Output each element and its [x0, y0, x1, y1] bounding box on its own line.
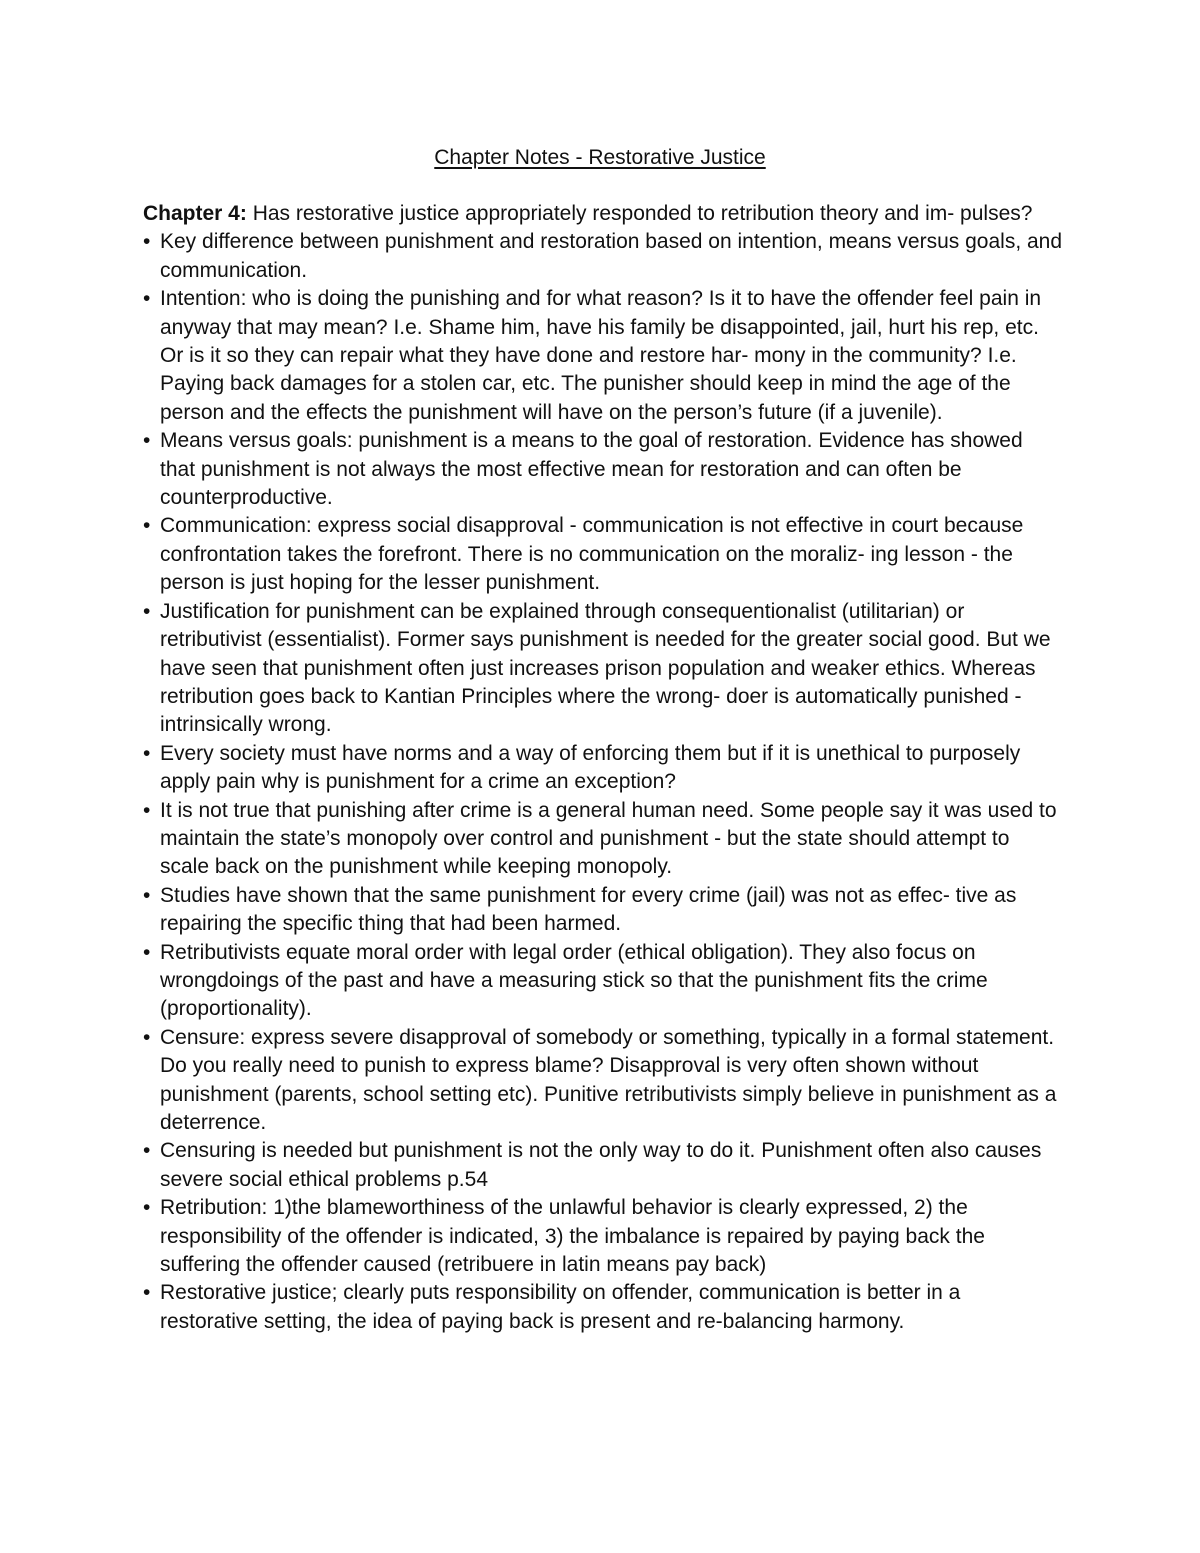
- list-item-text: Communication: express social disapproval - communication is not effective in court because confrontation takes the forefront. There is no communication on the moraliz- ing lesson - the person is just hoping for the lesser punishment.: [160, 514, 1024, 595]
- chapter-question: Has restorative justice appropriately responded to retribution theory and im- pulses?: [252, 202, 1033, 225]
- bullet-icon: •: [143, 514, 151, 538]
- list-item-text: Intention: who is doing the punishing and for what reason? Is it to have the offender feel pain in anyway that may mean? I.e. Shame him, have his family be disappointed, jail, hurt his rep, etc. Or is it so they can repair what they have done and restore har- mony in the community? I.e. Paying back damages for a stolen car, etc. The punisher should keep in mind the age of the person and the effects the punishment will have on the person’s future (if a juvenile).: [160, 287, 1042, 424]
- list-item-text: Means versus goals: punishment is a means to the goal of restoration. Evidence has showed that punishment is not always the most effective mean for restoration and can often be counterproductive.: [160, 429, 1023, 510]
- list-item: [143, 1194, 1063, 1279]
- chapter-heading: [143, 200, 1063, 228]
- bullet-icon: •: [143, 429, 151, 453]
- list-item-text: It is not true that punishing after crime is a general human need. Some people say it was used to maintain the state’s monopoly over control and punishment - but the state should attempt to scale back on the punishment while keeping monopoly.: [160, 798, 1057, 879]
- list-item-text: Censure: express severe disapproval of somebody or something, typically in a formal statement. Do you really need to punish to express blame? Disapproval is very often shown without punishment (parents, school setting etc). Punitive retributivists simply believe in punishment as a deterrence.: [160, 1025, 1057, 1134]
- list-item: [143, 882, 1063, 939]
- document-body: [143, 200, 1063, 1336]
- list-item-text: Retribution: 1)the blameworthiness of the unlawful behavior is clearly expressed, 2) the responsibility of the offender is indicated, 3) the imbalance is repaired by paying back the suffering the offender caused (retribuere in latin means pay back): [160, 1196, 985, 1277]
- bullet-icon: •: [143, 1139, 151, 1163]
- bullet-icon: •: [143, 287, 151, 311]
- list-item: [143, 939, 1063, 1024]
- list-item-text: Retributivists equate moral order with legal order (ethical obligation). They also focus on wrongdoings of the past and have a measuring stick so that the punishment fits the crime (proportionality).: [160, 940, 988, 1021]
- bullet-icon: •: [143, 741, 151, 765]
- bullet-icon: •: [143, 1196, 151, 1220]
- bullet-icon: •: [143, 599, 151, 623]
- bullet-icon: •: [143, 798, 151, 822]
- list-item-text: Every society must have norms and a way of enforcing them but if it is unethical to purposely apply pain why is punishment for a crime an exception?: [160, 741, 1021, 794]
- list-item-text: Justification for punishment can be explained through consequentionalist (utilitarian) or retributivist (essentialist). Former says punishment is needed for the greater social good. But we have seen that punishment often just increases prison population and weaker ethics. Whereas retribution goes back to Kantian Principles where the wrong- doer is automatically punished - intrinsically wrong.: [160, 599, 1051, 737]
- notes-list: [143, 228, 1063, 1336]
- bullet-icon: •: [143, 230, 151, 254]
- list-item: [143, 512, 1063, 597]
- bullet-icon: •: [143, 1025, 151, 1049]
- list-item: [143, 797, 1063, 882]
- list-item: [143, 1024, 1063, 1138]
- list-item: [143, 740, 1063, 797]
- list-item-text: Censuring is needed but punishment is not the only way to do it. Punishment often also causes severe social ethical problems p.54: [160, 1139, 1042, 1191]
- bullet-icon: •: [143, 1281, 151, 1305]
- bullet-icon: •: [143, 940, 151, 964]
- list-item: [143, 228, 1063, 285]
- chapter-label: Chapter 4:: [143, 202, 247, 225]
- list-item: [143, 598, 1063, 740]
- list-item-text: Key difference between punishment and restoration based on intention, means versus goals, and communication.: [160, 230, 1063, 282]
- document-title-container: [0, 143, 1200, 173]
- list-item-text: Studies have shown that the same punishment for every crime (jail) was not as effec- tive as repairing the specific thing that had been harmed.: [160, 883, 1017, 936]
- list-item: [143, 427, 1063, 512]
- bullet-icon: •: [143, 883, 151, 907]
- list-item: [143, 285, 1063, 427]
- list-item: [143, 1137, 1063, 1194]
- list-item: [143, 1279, 1063, 1336]
- document-title: Chapter Notes - Restorative Justice: [434, 146, 766, 169]
- list-item-text: Restorative justice; clearly puts responsibility on offender, communication is better in a restorative setting, the idea of paying back is present and re-balancing harmony.: [160, 1281, 961, 1333]
